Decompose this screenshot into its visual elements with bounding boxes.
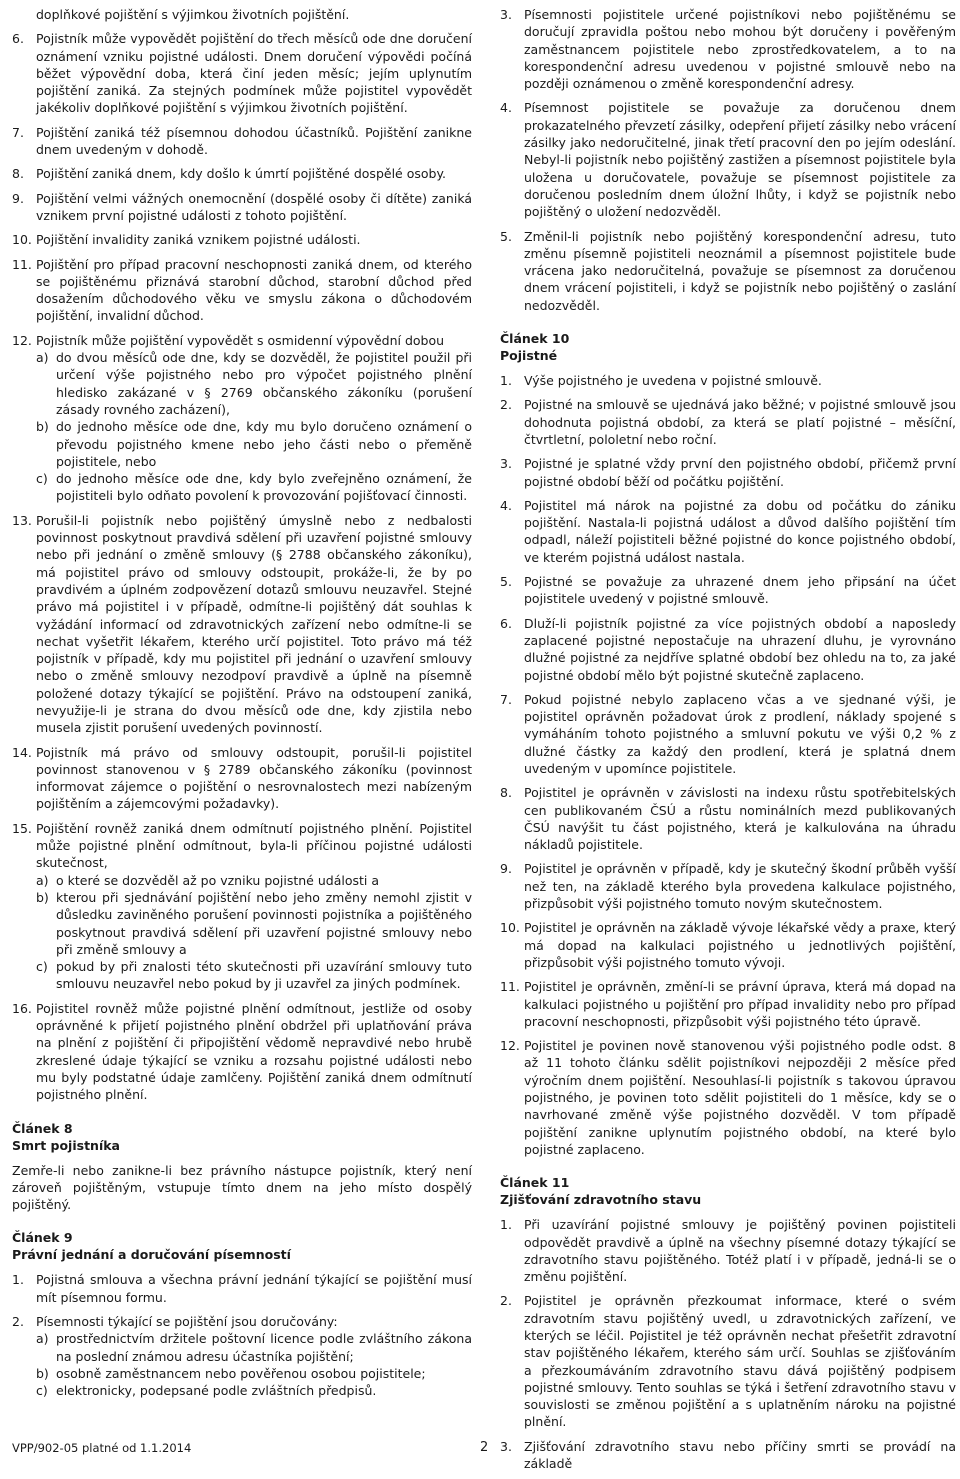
- item-number: 2.: [12, 1314, 24, 1329]
- item-text: Pojistné je splatné vždy první den pojistného období, přičemž první pojistné období běží od počátku pojištění.: [524, 456, 956, 489]
- article-title: Článek 9: [12, 1230, 73, 1246]
- item-number: 12.: [12, 332, 32, 348]
- sub-text: do jednoho měsíce ode dne, kdy mu bylo doručeno oznámení o převodu pojistného kmene nebo jeho části nebo o přeměně pojistitele, nebo: [56, 419, 472, 469]
- sub-text: prostřednictvím držitele poštovní licence podle zvláštního zákona na poslední známou adresu účastníka pojištění;: [56, 1331, 472, 1364]
- item-number: 11.: [12, 256, 32, 272]
- item-number: 10.: [12, 232, 32, 248]
- list-item: [12, 231, 472, 248]
- item-number: 4.: [500, 100, 512, 116]
- sub-text: o které se dozvěděl až po vzniku pojistné události a: [56, 872, 379, 888]
- list-item: [12, 190, 472, 225]
- list-item: [12, 744, 472, 813]
- item-number: 10.: [500, 920, 520, 936]
- list-item: [12, 1313, 472, 1399]
- item-text: Pojištění pro případ pracovní neschopnosti zaniká dnem, od kterého se pojištěnému přiznává starobní důchod, starobní důchod před dosažením důchodového věku ve smyslu zákona o důchodovém pojištění, invalidní důchod.: [36, 256, 472, 324]
- item-number: 1.: [500, 373, 512, 389]
- list-item: [500, 372, 956, 389]
- list-item: [500, 860, 956, 912]
- sub-item: [36, 872, 472, 889]
- item-text: Pojistitel rovněž může pojistné plnění odmítnout, jestliže od osoby oprávněné k přijetí pojistného plnění obdržel při uplatňování práva na plnění z pojištění či připojištění vědomě nepravdivé nebo hrubě zkreslené údaje týkající se vzniku a rozsahu pojistné události nebo mu byly podstatné údaje zamlčeny. Pojištění zaniká dnem odmítnutí pojistného plnění.: [36, 1000, 472, 1103]
- item-text: Zjišťování zdravotního stavu nebo příčiny smrti se provádí na základě: [524, 1438, 956, 1472]
- sub-text: osobně zaměstnancem nebo pověřenou osobou pojistitele;: [56, 1365, 426, 1381]
- list-item: [500, 228, 956, 314]
- sub-item: [36, 418, 472, 470]
- sub-letter: b): [36, 419, 49, 435]
- article-title: Článek 11: [500, 1175, 570, 1191]
- list-item: [500, 1438, 956, 1473]
- list-item: [12, 124, 472, 159]
- sub-letter: a): [36, 1331, 49, 1347]
- sub-item: [36, 1330, 472, 1365]
- item-number: 8.: [500, 785, 512, 801]
- article-heading: [12, 1229, 472, 1263]
- item-number: 12.: [500, 1038, 520, 1054]
- item-text: Změnil-li pojistník nebo pojištěný korespondenční adresu, tuto změnu písemně pojistiteli neoznámil a písemnost pojistitele bude vrácena jako nedoručitelná, považuje se písemnost za doručenou dnem vrácení pojistiteli, i když se pojistník nebo pojištěný o zaslání nedozvěděl.: [524, 228, 956, 313]
- sub-letter: c): [36, 959, 48, 975]
- list-item: [500, 615, 956, 684]
- list-item: [500, 497, 956, 566]
- item-text: Pojistitel má nárok na pojistné za dobu od počátku do zániku pojištění. Nastala-li pojistná událost a důvod dalšího pojištění tím odpadl, náleží pojistiteli běžné pojistné do konce pojistného období, ve kterém pojistná událost nastala.: [524, 497, 956, 565]
- item-text: Pojistitel je oprávněn přezkoumat informace, které o svém zdravotním stavu pojištěný uvedl, u zdravotnických zařízení, ve kterých se léčil. Pojistitel je též oprávněn nechat přešetřit zdravotní stav pojištěného lékařem, kterého sám určí. Souhlas se zjišťováním a přezkoumáváním zdravotního stavu dává pojištěný podpisem pojistné smlouvy. Tento souhlas se týká i šetření zdravotního stavu v souvislosti se změnou pojištění a s uplatněním nároku na pojistné plnění.: [524, 1293, 956, 1430]
- item-text: Pojištění zaniká též písemnou dohodou účastníků. Pojištění zanikne dnem uvedeným v dohodě.: [36, 124, 472, 158]
- left-column: [12, 6, 472, 1406]
- sub-text: elektronicky, podepsané podle zvláštních předpisů.: [56, 1383, 377, 1399]
- item-text: Porušil-li pojistník nebo pojištěný úmyslně nebo z nedbalosti povinnost poskytnout pravdivá sdělení při uzavření pojistné smlouvy nebo při jednání o změně smlouvy (§ 2788 občanského zákoníku), má pojistitel právo od smlouvy odstoupit, prokáže-li, že by po pravdivém a úplném zodpovězení dotazů smlouvu neuzavřel. Stejné právo má pojistitel i v případě, odmítne-li pojištěný dát souhlas k vyžádání informací od zdravotnických zařízení nebo odmítne-li se nechat vyšetřit lékařem, kterého určí pojistitel. Toto právo má též pojistník v případě, kdy mu pojistitel při jednání o uzavření smlouvy nebo o změně smlouvy nezodpoví pravdivě a úplně na písemně položené dotazy týkající se pojištění. Právo na odstoupení zaniká, nevyužije-li je strana do dvou měsíců ode dne, kdy zjistila nebo musela zjistit porušení uvedených povinností.: [36, 512, 472, 736]
- item-text: Při uzavírání pojistné smlouvy je pojištěný povinen pojistiteli odpovědět pravdivě a úplně na všechny písemné dotazy týkající se zdravotního stavu pojištěného. Totéž platí i v případě, jedná-li se o změnu pojištění.: [524, 1217, 956, 1285]
- list-item: [12, 1271, 472, 1306]
- list-item: [12, 256, 472, 325]
- item-text: Písemnost pojistitele se považuje za doručenou dnem prokazatelného převzetí zásilky, odepření přijetí zásilky nebo vrácení zásilky jako nedoručitelné, jinak třetí pracovní den po jejím odeslání. Nebyl-li pojistník nebo pojištěný zastižen a písemnost pojistitele byla uložena u doručovatele, považuje se písemnost pojistitele za doručenou posledním dnem úložní lhůty, i když se pojistník nebo pojištěný o uložení nedozvěděl.: [524, 100, 956, 220]
- sub-text: pokud by při znalosti této skutečnosti při uzavírání smlouvy tuto smlouvu neuzavřel nebo pokud by ji uzavřel za jiných podmínek.: [56, 959, 472, 992]
- article-text: Zemře-li nebo zanikne-li bez právního nástupce pojistník, který není zároveň pojištěným, vstupuje tímto dnem na jeho místo dospělý pojištěný.: [12, 1162, 472, 1213]
- item-number: 9.: [500, 861, 512, 877]
- article-title: Článek 10: [500, 331, 570, 347]
- item-number: 11.: [500, 979, 520, 995]
- sub-letter: c): [36, 471, 48, 487]
- item-number: 4.: [500, 497, 512, 513]
- item-text: Pojistitel je oprávněn, změní-li se právní úprava, která má dopad na kalkulaci pojistného u pojištění pro případ invalidity nebo pro případ pracovní neschopnosti, přizpůsobit výši pojistného této úpravě.: [524, 979, 956, 1029]
- sub-letter: b): [36, 889, 49, 905]
- item-text: Pojistník může vypovědět pojištění do třech měsíců ode dne doručení oznámení vzniku pojistné události. Dnem doručení výpovědi počíná běžet výpovědní doba, která činí jeden měsíc; jejím uplynutím pojištění zaniká. Za stejných podmínek může pojistitel vypovědět jakékoliv doplňkové pojištění s výjimkou životních pojištění.: [36, 31, 472, 116]
- item-text: Pojistná smlouva a všechna právní jednání týkající se pojištění musí mít písemnou formu.: [36, 1272, 472, 1305]
- item-text: Pojištění zaniká dnem, kdy došlo k úmrtí pojištěné dospělé osoby.: [36, 166, 447, 182]
- sub-item: [36, 889, 472, 958]
- item-number: 5.: [500, 228, 512, 244]
- item-number: 7.: [500, 691, 512, 707]
- item-number: 13.: [12, 512, 32, 528]
- list-item: [500, 573, 956, 608]
- list-item: [500, 784, 956, 853]
- item-number: 6.: [500, 615, 512, 631]
- article-subtitle: Smrt pojistníka: [12, 1137, 120, 1153]
- item-text: Pojištění velmi vážných onemocnění (dospělé osoby či dítěte) zaniká vznikem první pojistné události z tohoto pojištění.: [36, 190, 472, 223]
- list-item: [12, 165, 472, 182]
- article-subtitle: Zjišťování zdravotního stavu: [500, 1192, 702, 1208]
- item-text: Výše pojistného je uvedena v pojistné smlouvě.: [524, 373, 822, 389]
- list-item: [500, 978, 956, 1030]
- item-number: 2.: [500, 397, 512, 413]
- sub-item: [36, 349, 472, 418]
- item-number: 6.: [12, 31, 24, 47]
- sub-text: do dvou měsíců ode dne, kdy se dozvěděl, že pojistitel použil při určení výše pojistného nebo pro výpočet pojistného plnění hledisko zakázané v § 2769 občanského zákoníku (porušení zásady rovného zacházení),: [56, 350, 472, 417]
- article-heading: [12, 1120, 472, 1154]
- list-item: [500, 6, 956, 92]
- sub-item: [36, 470, 472, 505]
- list-item: [12, 820, 472, 993]
- item-text: Pojistné na smlouvě se ujednává jako běžné; v pojistné smlouvě jsou dohodnuta pojistná období, za která se platí pojistné – měsíční, čtvrtletní, pololetní nebo roční.: [524, 397, 956, 447]
- item-text: Pokud pojistné nebylo zaplaceno včas a ve sjednané výši, je pojistitel oprávněn požadovat úrok z prodlení, náklady spojené s vymáháním tohoto pojistného a smluvní pokutu ve výši 0,2 % z dlužné částky za každý den prodlení, která je splatná dnem uvedeným v upomínce pojistitele.: [524, 691, 956, 776]
- list-item: [500, 1216, 956, 1285]
- sub-item: [36, 958, 472, 993]
- item-text: Dluží-li pojistník pojistné za více pojistných období a naposledy zaplacené pojistné nepostačuje na uhrazení dluhu, je vyrovnáno dlužné pojistné za nejdříve splatné období bez ohledu na to, za jaké pojistné období mělo být pojistné skutečně zaplaceno.: [524, 615, 956, 683]
- list-item: [500, 99, 956, 220]
- article-subtitle: Právní jednání a doručování písemností: [12, 1247, 291, 1263]
- item-number: 8.: [12, 166, 24, 182]
- footer-document-code: VPP/902-05 platné od 1.1.2014: [12, 1441, 192, 1455]
- continuation-text: doplňkové pojištění s výjimkou životních pojištění.: [36, 7, 350, 22]
- item-number: 7.: [12, 124, 24, 140]
- sub-item: [36, 1382, 472, 1399]
- item-text: Pojistitel je oprávněn na základě vývoje lékařské vědy a praxe, který má dopad na kalkulaci pojistného u jednotlivých pojištění, přizpůsobit výši pojistného tomuto vývoji.: [524, 920, 956, 970]
- item-number: 5.: [500, 574, 512, 590]
- item-text: Pojištění invalidity zaniká vznikem pojistné události.: [36, 232, 361, 248]
- item-number: 2.: [500, 1293, 512, 1309]
- item-text: Pojistitel je oprávněn v případě, kdy je skutečný škodní průběh vyšší než ten, na základě kterého byla provedena kalkulace pojistného, přizpůsobit výši pojistného tomuto novým skutečnostem.: [524, 861, 956, 912]
- item-text: Pojištění rovněž zaniká dnem odmítnutí pojistného plnění. Pojistitel může pojistné plnění odmítnout, byla-li příčinou pojistné události skutečnost,: [36, 820, 472, 871]
- page-number: 2: [480, 1440, 489, 1455]
- item-number: 14.: [12, 744, 32, 760]
- sub-letter: a): [36, 872, 49, 888]
- list-item: [12, 1000, 472, 1104]
- article-subtitle: Pojistné: [500, 348, 558, 364]
- item-number: 3.: [500, 1438, 512, 1454]
- list-item: [12, 332, 472, 505]
- item-text: Pojistné se považuje za uhrazené dnem jeho připsání na účet pojistitele uvedený v pojistné smlouvě.: [524, 574, 956, 607]
- item-text: Písemnosti pojistitele určené pojistníkovi nebo pojištěnému se doručují zpravidla poštou nebo mohou být doručeny i pověřeným zaměstnancem pojistitele nebo zprostředkovatelem, a to na korespondenční adresu uvedenou v pojistné smlouvě nebo na později oznámenou o změně korespondenční adresy.: [524, 7, 956, 92]
- sub-text: do jednoho měsíce ode dne, kdy bylo zveřejněno oznámení, že pojistiteli bylo odňato povolení k provozování pojišťovací činnosti.: [56, 471, 472, 504]
- sub-letter: c): [36, 1383, 48, 1399]
- item-number: 3.: [500, 7, 512, 22]
- item-number: 1.: [12, 1272, 24, 1288]
- article-title: Článek 8: [12, 1120, 73, 1136]
- list-item: [500, 1292, 956, 1430]
- sub-text: kterou při sjednávání pojištění nebo jeho změny nemohl zjistit v důsledku zaviněného porušení povinnosti pojistníka a pojištěného poskytnout pravdivá sdělení při uzavření pojistné smlouvy nebo při změně smlouvy a: [56, 889, 472, 957]
- list-item: [12, 512, 472, 737]
- list-item: [12, 30, 472, 116]
- sub-letter: b): [36, 1365, 49, 1381]
- item-text: Pojistitel je povinen nově stanovenou výši pojistného podle odst. 8 až 11 tohoto článku sdělit pojistníkovi nejpozději 2 měsíce před výročním dnem pojištění. Nesouhlasí-li pojistník s takovou úpravou pojistného, je povinen toto sdělit pojistiteli do 1 měsíce, kdy se o navrhované změně výše pojistného dozvěděl. V tom případě pojištění zanikne uplynutím pojistného období, na které bylo pojistné zaplaceno.: [524, 1038, 956, 1157]
- item-number: 9.: [12, 190, 24, 206]
- article-heading: [500, 1174, 956, 1208]
- item-text: Písemnosti týkající se pojištění jsou doručovány:: [36, 1314, 338, 1329]
- sub-letter: a): [36, 350, 49, 366]
- item-number: 3.: [500, 456, 512, 472]
- list-item: [500, 919, 956, 971]
- list-item: [500, 455, 956, 490]
- list-item: [500, 1037, 956, 1158]
- item-number: 1.: [500, 1217, 512, 1233]
- right-column: [500, 6, 956, 1479]
- list-item: [500, 691, 956, 777]
- item-number: 15.: [12, 820, 32, 836]
- article-heading: [500, 330, 956, 364]
- item-number: 16.: [12, 1000, 32, 1016]
- list-item: [500, 396, 956, 448]
- item-text: Pojistitel je oprávněn v závislosti na indexu růstu spotřebitelských cen publikovaném ČSÚ a růstu nominálních mezd publikovaných ČSÚ navýšit tu část pojistného, která je kalkulována na úhradu nákladů pojistitele.: [524, 785, 956, 853]
- item-text: Pojistník může pojištění vypovědět s osmidenní výpovědní dobou: [36, 332, 445, 348]
- sub-item: [36, 1365, 472, 1382]
- item-text: Pojistník má právo od smlouvy odstoupit, porušil-li pojistitel povinnost stanovenou v § 2789 občanského zákoníku (povinnost informovat zájemce o pojištění o nesrovnalostech mezi nabízeným pojištěním a zájemcovými požadavky).: [36, 744, 472, 812]
